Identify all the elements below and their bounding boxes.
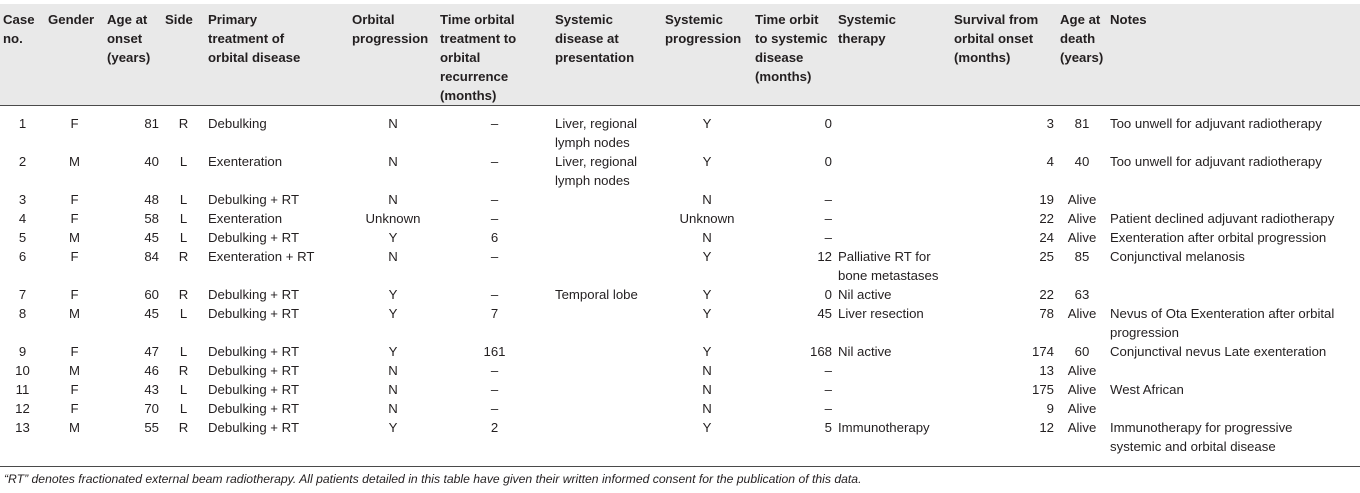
spacer-row xyxy=(0,106,1360,115)
cell-time-orbit-to-systemic: 0 xyxy=(824,287,832,302)
cell-age-at-onset: 47 xyxy=(144,344,159,359)
cell-notes xyxy=(1107,285,1360,304)
cell-side: L xyxy=(179,154,188,169)
cell-primary-treatment: Debulking + RT xyxy=(208,382,300,397)
header-time-orbit-to-systemic: Time orbit to systemic disease (months) xyxy=(752,4,835,106)
cell-age-at-death: Alive xyxy=(1067,401,1097,416)
table-row xyxy=(0,247,1360,285)
cell-orbital-progression: N xyxy=(388,154,398,169)
cell-side: R xyxy=(178,420,189,435)
cell-systemic-therapy xyxy=(835,114,951,152)
cell-orbital-progression: Y xyxy=(388,306,398,321)
cell-systemic-progression: Y xyxy=(702,249,712,264)
table-row xyxy=(0,418,1360,456)
cell-time-to-orbital-recurrence: – xyxy=(490,363,499,378)
cell-survival-from-onset: 22 xyxy=(1039,211,1054,226)
cell-age-at-onset: 43 xyxy=(144,382,159,397)
cell-orbital-progression: N xyxy=(388,192,398,207)
cell-systemic-disease-at-presentation xyxy=(552,304,662,342)
cell-case-no: 13 xyxy=(15,420,30,435)
cell-gender: F xyxy=(70,116,79,131)
cell-primary-treatment: Exenteration xyxy=(208,154,283,169)
cell-gender: F xyxy=(70,344,79,359)
cell-systemic-therapy: Immunotherapy xyxy=(838,420,930,435)
cell-gender: F xyxy=(70,249,79,264)
cell-side: R xyxy=(178,116,189,131)
cell-time-orbit-to-systemic: – xyxy=(824,401,832,416)
cell-survival-from-onset: 19 xyxy=(1039,192,1054,207)
case-table xyxy=(0,4,1360,456)
cell-time-to-orbital-recurrence: 2 xyxy=(490,420,499,435)
cell-time-to-orbital-recurrence: – xyxy=(490,287,499,302)
cell-systemic-disease-at-presentation xyxy=(552,228,662,247)
table-row xyxy=(0,361,1360,380)
cell-gender: M xyxy=(69,363,80,378)
header-side: Side xyxy=(162,4,205,106)
cell-gender: M xyxy=(69,230,80,245)
table-row xyxy=(0,209,1360,228)
header-primary-treatment: Primary treatment of orbital disease xyxy=(205,4,349,106)
header-systemic-therapy: Systemic therapy xyxy=(835,4,951,106)
cell-age-at-death: Alive xyxy=(1067,363,1097,378)
cell-age-at-death: Alive xyxy=(1067,306,1097,321)
table-row xyxy=(0,228,1360,247)
cell-systemic-progression: N xyxy=(702,382,712,397)
cell-side: L xyxy=(179,401,188,416)
cell-systemic-therapy: Liver resection xyxy=(838,306,924,321)
cell-time-to-orbital-recurrence: – xyxy=(490,154,499,169)
cell-time-to-orbital-recurrence: – xyxy=(490,249,499,264)
cell-time-orbit-to-systemic: 0 xyxy=(824,154,832,169)
cell-side: L xyxy=(179,192,188,207)
cell-age-at-onset: 48 xyxy=(144,192,159,207)
cell-gender: M xyxy=(69,306,80,321)
cell-notes: Too unwell for adjuvant radiotherapy xyxy=(1110,154,1322,169)
cell-notes: West African xyxy=(1110,382,1184,397)
cell-age-at-death: Alive xyxy=(1067,420,1097,435)
cell-systemic-progression: Unknown xyxy=(679,211,735,226)
cell-survival-from-onset: 174 xyxy=(1031,344,1054,359)
cell-primary-treatment: Debulking + RT xyxy=(208,230,300,245)
cell-survival-from-onset: 13 xyxy=(1039,363,1054,378)
table-bottom-rule xyxy=(0,466,1360,467)
cell-systemic-progression: N xyxy=(702,230,712,245)
cell-case-no: 3 xyxy=(18,192,27,207)
cell-survival-from-onset: 22 xyxy=(1039,287,1054,302)
cell-gender: F xyxy=(70,287,79,302)
table-row xyxy=(0,152,1360,190)
cell-systemic-progression: N xyxy=(702,363,712,378)
cell-systemic-therapy xyxy=(835,152,951,190)
header-row xyxy=(0,4,1360,106)
cell-orbital-progression: Y xyxy=(388,344,398,359)
cell-age-at-onset: 58 xyxy=(144,211,159,226)
header-notes: Notes xyxy=(1107,4,1360,106)
cell-systemic-disease-at-presentation xyxy=(552,361,662,380)
cell-notes: Conjunctival nevus Late exenteration xyxy=(1110,344,1327,359)
cell-primary-treatment: Debulking xyxy=(208,116,267,131)
table-body xyxy=(0,106,1360,457)
cell-age-at-onset: 45 xyxy=(144,306,159,321)
cell-orbital-progression: Unknown xyxy=(365,211,421,226)
cell-age-at-death: 60 xyxy=(1074,344,1090,359)
cell-age-at-death: 85 xyxy=(1074,249,1090,264)
cell-notes: Exenteration after orbital progression xyxy=(1110,230,1327,245)
cell-survival-from-onset: 24 xyxy=(1039,230,1054,245)
table-row xyxy=(0,342,1360,361)
cell-case-no: 9 xyxy=(18,344,27,359)
cell-age-at-death: Alive xyxy=(1067,211,1097,226)
cell-age-at-onset: 46 xyxy=(144,363,159,378)
cell-side: L xyxy=(179,382,188,397)
cell-side: L xyxy=(179,211,188,226)
cell-side: R xyxy=(178,249,189,264)
cell-primary-treatment: Exenteration + RT xyxy=(208,249,315,264)
cell-age-at-onset: 60 xyxy=(144,287,159,302)
cell-age-at-onset: 40 xyxy=(144,154,159,169)
cell-time-to-orbital-recurrence: 161 xyxy=(483,344,506,359)
cell-systemic-therapy xyxy=(835,380,951,399)
cell-notes: Too unwell for adjuvant radiotherapy xyxy=(1110,116,1322,131)
cell-gender: F xyxy=(70,382,79,397)
cell-case-no: 4 xyxy=(18,211,27,226)
cell-orbital-progression: N xyxy=(388,363,398,378)
cell-time-orbit-to-systemic: – xyxy=(824,382,832,397)
table-row xyxy=(0,380,1360,399)
cell-notes xyxy=(1107,190,1360,209)
cell-notes: Patient declined adjuvant radiotherapy xyxy=(1110,211,1335,226)
cell-side: L xyxy=(179,306,188,321)
cell-primary-treatment: Debulking + RT xyxy=(208,287,300,302)
cell-case-no: 2 xyxy=(18,154,27,169)
cell-survival-from-onset: 175 xyxy=(1031,382,1054,397)
cell-systemic-disease-at-presentation xyxy=(552,190,662,209)
cell-systemic-therapy: Nil active xyxy=(838,344,892,359)
cell-time-to-orbital-recurrence: – xyxy=(490,192,499,207)
cell-age-at-death: Alive xyxy=(1067,230,1097,245)
cell-gender: F xyxy=(70,192,79,207)
cell-side: R xyxy=(178,363,189,378)
cell-time-orbit-to-systemic: – xyxy=(824,192,832,207)
cell-age-at-onset: 45 xyxy=(144,230,159,245)
cell-systemic-progression: Y xyxy=(702,116,712,131)
cell-gender: M xyxy=(69,420,80,435)
cell-primary-treatment: Debulking + RT xyxy=(208,363,300,378)
cell-case-no: 8 xyxy=(18,306,27,321)
cell-primary-treatment: Debulking + RT xyxy=(208,420,300,435)
cell-time-orbit-to-systemic: – xyxy=(824,211,832,226)
cell-orbital-progression: Y xyxy=(388,420,398,435)
cell-primary-treatment: Debulking + RT xyxy=(208,401,300,416)
cell-systemic-disease-at-presentation: Temporal lobe xyxy=(555,287,638,302)
spacer-cell xyxy=(0,106,1360,115)
header-systemic-disease-at-presentation: Systemic disease at presentation xyxy=(552,4,662,106)
cell-side: L xyxy=(179,344,188,359)
cell-notes: Nevus of Ota Exenteration after orbital progression xyxy=(1110,306,1335,340)
cell-age-at-death: 81 xyxy=(1074,116,1090,131)
cell-orbital-progression: Y xyxy=(388,230,398,245)
cell-age-at-death: 63 xyxy=(1074,287,1090,302)
table-row xyxy=(0,190,1360,209)
cell-systemic-disease-at-presentation: Liver, regional lymph nodes xyxy=(555,116,638,150)
header-case-no: Case no. xyxy=(0,4,45,106)
cell-notes: Conjunctival melanosis xyxy=(1110,249,1245,264)
cell-orbital-progression: N xyxy=(388,382,398,397)
cell-time-to-orbital-recurrence: – xyxy=(490,401,499,416)
cell-survival-from-onset: 25 xyxy=(1039,249,1054,264)
cell-survival-from-onset: 4 xyxy=(1046,154,1054,169)
cell-orbital-progression: Y xyxy=(388,287,398,302)
cell-survival-from-onset: 3 xyxy=(1046,116,1054,131)
header-age-at-death: Age at death (years) xyxy=(1057,4,1107,106)
cell-systemic-disease-at-presentation xyxy=(552,418,662,456)
cell-survival-from-onset: 9 xyxy=(1046,401,1054,416)
cell-orbital-progression: N xyxy=(388,116,398,131)
cell-gender: M xyxy=(69,154,80,169)
cell-orbital-progression: N xyxy=(388,249,398,264)
cell-side: R xyxy=(178,287,189,302)
cell-time-orbit-to-systemic: – xyxy=(824,230,832,245)
cell-primary-treatment: Exenteration xyxy=(208,211,283,226)
cell-systemic-disease-at-presentation xyxy=(552,399,662,418)
cell-time-to-orbital-recurrence: 6 xyxy=(490,230,499,245)
cell-systemic-progression: Y xyxy=(702,306,712,321)
cell-time-orbit-to-systemic: 0 xyxy=(824,116,832,131)
cell-age-at-death: 40 xyxy=(1074,154,1090,169)
cell-time-orbit-to-systemic: 45 xyxy=(817,306,832,321)
cell-orbital-progression: N xyxy=(388,401,398,416)
cell-case-no: 11 xyxy=(15,382,30,397)
cell-systemic-therapy: Nil active xyxy=(838,287,892,302)
cell-primary-treatment: Debulking + RT xyxy=(208,306,300,321)
cell-systemic-disease-at-presentation xyxy=(552,247,662,285)
cell-systemic-progression: Y xyxy=(702,420,712,435)
cell-systemic-disease-at-presentation: Liver, regional lymph nodes xyxy=(555,154,638,188)
cell-case-no: 6 xyxy=(18,249,27,264)
cell-systemic-therapy xyxy=(835,399,951,418)
table-row xyxy=(0,304,1360,342)
cell-systemic-disease-at-presentation xyxy=(552,380,662,399)
cell-systemic-therapy: Palliative RT for bone metastases xyxy=(838,249,939,283)
cell-primary-treatment: Debulking + RT xyxy=(208,344,300,359)
cell-systemic-therapy xyxy=(835,361,951,380)
cell-systemic-progression: Y xyxy=(702,344,712,359)
cell-case-no: 10 xyxy=(15,363,30,378)
cell-systemic-disease-at-presentation xyxy=(552,209,662,228)
cell-systemic-progression: N xyxy=(702,401,712,416)
cell-time-to-orbital-recurrence: – xyxy=(490,116,499,131)
header-systemic-progression: Systemic progression xyxy=(662,4,752,106)
cell-notes xyxy=(1107,399,1360,418)
cell-case-no: 1 xyxy=(18,116,27,131)
cell-gender: F xyxy=(70,211,79,226)
cell-age-at-death: Alive xyxy=(1067,382,1097,397)
cell-time-orbit-to-systemic: 5 xyxy=(824,420,832,435)
table-footnote: “RT” denotes fractionated external beam radiotherapy. All patients detailed in this table have given their written informed consent for the publication of this data. xyxy=(4,472,862,486)
cell-systemic-disease-at-presentation xyxy=(552,342,662,361)
cell-systemic-therapy xyxy=(835,209,951,228)
cell-age-at-onset: 81 xyxy=(144,116,159,131)
cell-case-no: 12 xyxy=(15,401,30,416)
cell-primary-treatment: Debulking + RT xyxy=(208,192,300,207)
header-orbital-progression: Orbital progression xyxy=(349,4,437,106)
cell-time-orbit-to-systemic: 168 xyxy=(809,344,832,359)
header-gender: Gender xyxy=(45,4,104,106)
cell-systemic-progression: Y xyxy=(702,154,712,169)
cell-systemic-therapy xyxy=(835,190,951,209)
cell-case-no: 5 xyxy=(18,230,27,245)
header-time-to-orbital-recurrence: Time orbital treatment to orbital recurrence (months) xyxy=(437,4,552,106)
cell-case-no: 7 xyxy=(18,287,27,302)
header-survival-from-onset: Survival from orbital onset (months) xyxy=(951,4,1057,106)
cell-age-at-onset: 70 xyxy=(144,401,159,416)
cell-survival-from-onset: 12 xyxy=(1039,420,1054,435)
cell-notes: Immunotherapy for progressive systemic and orbital disease xyxy=(1110,420,1293,454)
cell-systemic-therapy xyxy=(835,228,951,247)
cell-age-at-onset: 84 xyxy=(144,249,159,264)
table-row xyxy=(0,399,1360,418)
cell-notes xyxy=(1107,361,1360,380)
cell-survival-from-onset: 78 xyxy=(1039,306,1054,321)
cell-gender: F xyxy=(70,401,79,416)
cell-age-at-onset: 55 xyxy=(144,420,159,435)
cell-side: L xyxy=(179,230,188,245)
cell-time-to-orbital-recurrence: 7 xyxy=(490,306,499,321)
cell-systemic-progression: Y xyxy=(702,287,712,302)
header-age-at-onset: Age at onset (years) xyxy=(104,4,162,106)
cell-time-orbit-to-systemic: 12 xyxy=(817,249,832,264)
table-row xyxy=(0,114,1360,152)
cell-time-to-orbital-recurrence: – xyxy=(490,211,499,226)
cell-systemic-progression: N xyxy=(702,192,712,207)
table-row xyxy=(0,285,1360,304)
cell-time-to-orbital-recurrence: – xyxy=(490,382,499,397)
cell-age-at-death: Alive xyxy=(1067,192,1097,207)
cell-time-orbit-to-systemic: – xyxy=(824,363,832,378)
